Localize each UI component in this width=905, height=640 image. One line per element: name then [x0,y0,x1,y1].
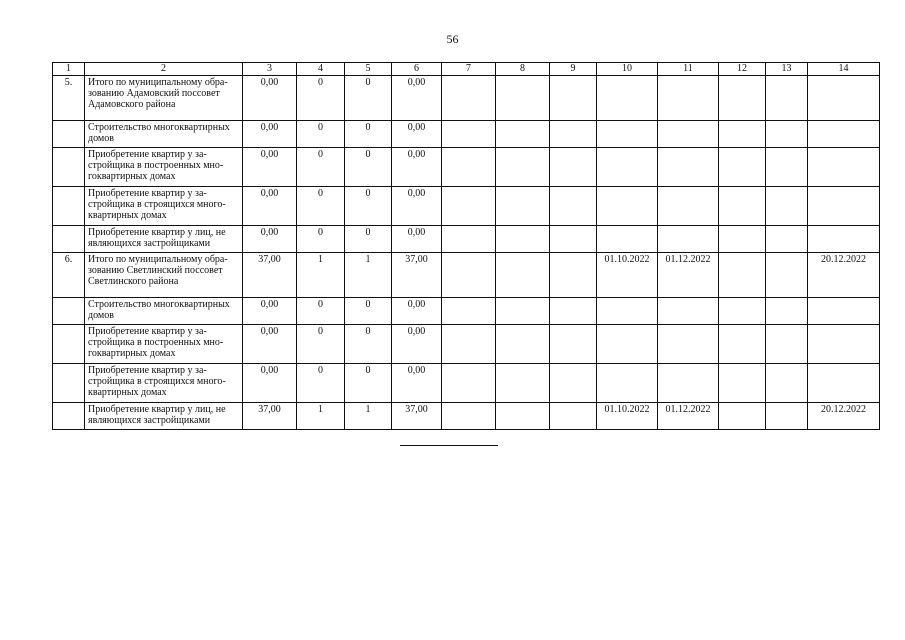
value-cell: 0 [297,121,345,148]
table-header-row [53,63,880,76]
table-row [53,325,880,364]
column-header: 1 [53,63,85,76]
value-cell [496,187,550,226]
value-cell: 01.10.2022 [597,403,658,430]
value-cell [719,325,766,364]
row-name-cell: Итого по муниципальному обра-зованию Адамовский поссовет Адамовского района [85,76,243,121]
value-cell: 0 [345,76,392,121]
column-header: 14 [808,63,880,76]
value-cell [766,298,808,325]
page-number: 56 [446,32,459,46]
value-cell [550,403,597,430]
value-cell [658,226,719,253]
value-cell: 0,00 [392,148,442,187]
value-cell: 0 [297,148,345,187]
value-cell [719,253,766,298]
value-cell: 1 [345,403,392,430]
value-cell: 20.12.2022 [808,253,880,298]
table-row [53,298,880,325]
value-cell: 0 [345,148,392,187]
column-header: 8 [496,63,550,76]
value-cell [808,121,880,148]
table-row [53,226,880,253]
row-number-cell [53,226,85,253]
value-cell [808,298,880,325]
value-cell [658,325,719,364]
value-cell [496,364,550,403]
value-cell [766,364,808,403]
value-cell [597,148,658,187]
value-cell [808,76,880,121]
value-cell [658,364,719,403]
row-number-cell: 5. [53,76,85,121]
table-body [53,76,880,430]
value-cell [597,364,658,403]
value-cell [550,148,597,187]
value-cell: 0 [345,364,392,403]
value-cell: 1 [345,253,392,298]
value-cell [550,121,597,148]
value-cell [658,298,719,325]
column-header: 13 [766,63,808,76]
table-row [53,253,880,298]
value-cell [766,403,808,430]
row-name-cell: Строительство многоквартирных домов [85,121,243,148]
value-cell: 01.12.2022 [658,253,719,298]
column-header: 10 [597,63,658,76]
value-cell [597,298,658,325]
value-cell: 0 [345,325,392,364]
row-name-cell: Приобретение квартир у лиц, не являющихся застройщиками [85,403,243,430]
column-header: 2 [85,63,243,76]
value-cell [496,253,550,298]
value-cell: 37,00 [243,253,297,298]
column-header: 5 [345,63,392,76]
row-number-cell [53,403,85,430]
value-cell [808,187,880,226]
row-name-cell: Строительство многоквартирных домов [85,298,243,325]
value-cell [550,364,597,403]
value-cell: 0,00 [392,76,442,121]
value-cell: 0,00 [392,364,442,403]
value-cell: 0,00 [392,325,442,364]
value-cell [550,226,597,253]
value-cell [808,325,880,364]
value-cell [658,76,719,121]
column-header: 7 [442,63,496,76]
value-cell: 0,00 [392,187,442,226]
row-number-cell [53,325,85,364]
value-cell: 37,00 [392,253,442,298]
value-cell [766,148,808,187]
value-cell: 1 [297,253,345,298]
value-cell: 0,00 [243,148,297,187]
value-cell [719,226,766,253]
value-cell [496,121,550,148]
value-cell [442,121,496,148]
value-cell: 0 [345,121,392,148]
value-cell: 0,00 [243,121,297,148]
value-cell [597,325,658,364]
value-cell [808,226,880,253]
value-cell [658,187,719,226]
value-cell [766,226,808,253]
resettlement-plan-table [52,62,880,430]
value-cell [550,253,597,298]
value-cell [766,325,808,364]
value-cell: 0 [297,298,345,325]
value-cell [496,403,550,430]
row-name-cell: Приобретение квартир у за-стройщика в строящихся много-квартирных домах [85,364,243,403]
value-cell [766,253,808,298]
table-row [53,364,880,403]
row-name-cell: Итого по муниципальному обра-зованию Светлинский поссовет Светлинского района [85,253,243,298]
row-number-cell [53,121,85,148]
value-cell [442,325,496,364]
value-cell [496,298,550,325]
column-header: 9 [550,63,597,76]
value-cell: 0 [297,364,345,403]
value-cell: 0,00 [243,76,297,121]
row-number-cell [53,187,85,226]
value-cell [597,187,658,226]
table-row [53,403,880,430]
value-cell [442,226,496,253]
value-cell [658,148,719,187]
value-cell: 37,00 [392,403,442,430]
column-header: 6 [392,63,442,76]
value-cell [550,187,597,226]
value-cell [597,76,658,121]
value-cell: 0 [345,226,392,253]
value-cell: 0,00 [392,298,442,325]
value-cell: 0,00 [243,187,297,226]
value-cell [808,148,880,187]
value-cell [442,403,496,430]
value-cell: 0 [297,226,345,253]
table-row [53,187,880,226]
separator-line [400,445,498,446]
value-cell: 0,00 [243,364,297,403]
value-cell [442,148,496,187]
column-header: 11 [658,63,719,76]
value-cell [496,148,550,187]
value-cell [550,298,597,325]
value-cell: 0,00 [243,298,297,325]
value-cell [766,187,808,226]
row-name-cell: Приобретение квартир у лиц, не являющихся застройщиками [85,226,243,253]
row-number-cell: 6. [53,253,85,298]
value-cell: 0,00 [392,121,442,148]
value-cell [719,148,766,187]
value-cell [442,76,496,121]
value-cell: 0 [297,187,345,226]
value-cell [442,187,496,226]
value-cell [442,253,496,298]
value-cell [658,121,719,148]
value-cell [719,298,766,325]
value-cell: 0 [345,187,392,226]
value-cell: 0 [297,325,345,364]
value-cell [808,364,880,403]
value-cell: 37,00 [243,403,297,430]
table-row [53,121,880,148]
value-cell [766,121,808,148]
table-row [53,76,880,121]
row-number-cell [53,364,85,403]
value-cell [597,226,658,253]
value-cell [719,76,766,121]
value-cell: 0 [345,298,392,325]
column-header: 12 [719,63,766,76]
value-cell: 0,00 [392,226,442,253]
value-cell: 01.10.2022 [597,253,658,298]
value-cell [766,76,808,121]
value-cell [597,121,658,148]
column-header: 4 [297,63,345,76]
row-name-cell: Приобретение квартир у за-стройщика в строящихся много-квартирных домах [85,187,243,226]
row-number-cell [53,148,85,187]
value-cell [442,298,496,325]
value-cell [550,76,597,121]
value-cell: 0,00 [243,226,297,253]
value-cell: 20.12.2022 [808,403,880,430]
value-cell [496,76,550,121]
value-cell [442,364,496,403]
value-cell [496,226,550,253]
value-cell [719,364,766,403]
table-row [53,148,880,187]
value-cell [719,403,766,430]
row-name-cell: Приобретение квартир у за-стройщика в построенных мно-гоквартирных домах [85,325,243,364]
value-cell [719,121,766,148]
value-cell: 1 [297,403,345,430]
value-cell: 0 [297,76,345,121]
value-cell [550,325,597,364]
row-name-cell: Приобретение квартир у за-стройщика в построенных мно-гоквартирных домах [85,148,243,187]
row-number-cell [53,298,85,325]
value-cell: 01.12.2022 [658,403,719,430]
value-cell [496,325,550,364]
value-cell [719,187,766,226]
value-cell: 0,00 [243,325,297,364]
column-header: 3 [243,63,297,76]
